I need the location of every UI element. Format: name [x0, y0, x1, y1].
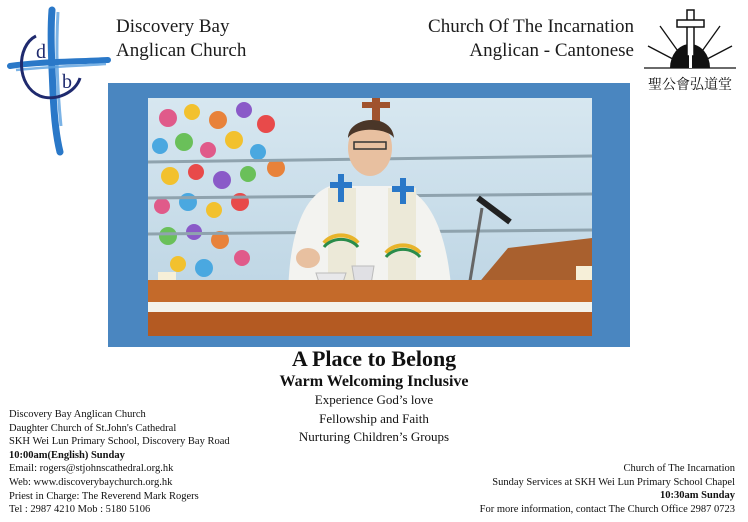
priest-altar-photo [148, 98, 592, 336]
left-title-line1: Discovery Bay [116, 16, 230, 37]
incarnation-church-name [428, 15, 634, 63]
left-title-line2: Anglican Church [116, 40, 247, 61]
info-church-name: Discovery Bay Anglican Church [9, 409, 146, 420]
info-daughter-church: Daughter Church of St.John's Cathedral [9, 422, 177, 434]
info-phone: Tel : 2987 4210 Mob : 5180 5106 [9, 504, 151, 516]
incarnation-logo [640, 6, 740, 72]
info-address: SKH Wei Lun Primary School, Discovery Bay Road [9, 436, 230, 448]
discovery-bay-logo [6, 6, 112, 156]
right-title-line1: Church Of The Incarnation [428, 16, 634, 37]
tagline-subtitle: Warm Welcoming Inclusive [279, 373, 469, 390]
info-priest: Priest in Charge: The Reverend Mark Rogers [9, 490, 199, 502]
info-contact: For more information, contact The Church Office 2987 0723 [479, 503, 735, 515]
tagline-line: Experience God’s love [314, 392, 434, 407]
logo-letter-d: d [36, 41, 46, 63]
logo-letter-b: b [62, 71, 72, 93]
tagline-title: A Place to Belong [291, 346, 457, 371]
discovery-bay-contact-info [9, 408, 230, 517]
right-title-line2: Anglican - Cantonese [469, 40, 634, 61]
info-email: Email: rogers@stjohnscathedral.org.hk [9, 463, 174, 475]
incarnation-contact-info [480, 462, 735, 516]
info-service-time: 10:30am Sunday [660, 490, 735, 502]
info-church-name: Church of The Incarnation [623, 463, 735, 474]
info-service-location: Sunday Services at SKH Wei Lun Primary School Chapel [492, 476, 735, 488]
discovery-bay-church-name [116, 15, 246, 63]
tagline-line: Fellowship and Faith [319, 410, 429, 426]
chinese-church-name: 聖公會弘道堂 [648, 77, 732, 93]
tagline-line: Nurturing Children’s Groups [298, 429, 450, 444]
info-service-time: 10:00am(English) Sunday [9, 449, 125, 461]
info-web: Web: www.discoverybaychurch.org.hk [9, 476, 173, 488]
